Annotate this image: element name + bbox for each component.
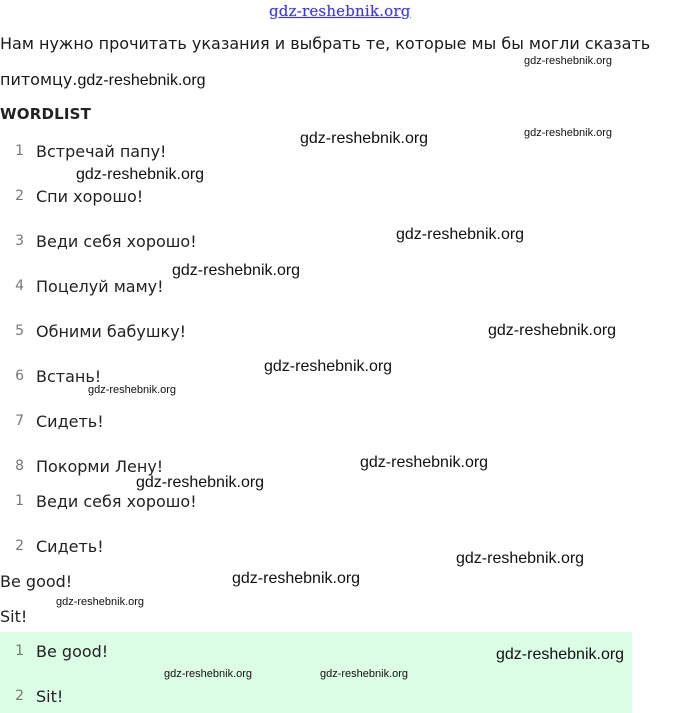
wordlist-item-4: Поцелуй маму! (36, 277, 164, 296)
watermark: gdz-reshebnik.org (88, 384, 177, 396)
selected-item-1-number: 1 (15, 493, 24, 509)
watermark: gdz-reshebnik.org (264, 358, 393, 375)
watermark: gdz-reshebnik.org (164, 668, 253, 680)
wordlist-item-1: Встречай папу! (36, 142, 167, 161)
watermark: gdz-reshebnik.org (496, 646, 625, 663)
watermark: gdz-reshebnik.org (524, 55, 613, 67)
wordlist-item-8-number: 8 (15, 458, 24, 474)
watermark-inline: gdz-reshebnik.org (77, 72, 206, 89)
selected-item-2: Сидеть! (36, 537, 104, 556)
wordlist-item-3-number: 3 (15, 233, 24, 249)
wordlist-item-6-number: 6 (15, 368, 24, 384)
watermark: gdz-reshebnik.org (488, 322, 617, 339)
wordlist-item-3: Веди себя хорошо! (36, 232, 197, 251)
site-header-link[interactable]: gdz-reshebnik.org (269, 2, 411, 20)
selected-item-1: Веди себя хорошо! (36, 492, 197, 511)
watermark: gdz-reshebnik.org (320, 668, 409, 680)
translation-line-2: Sit! (0, 607, 28, 626)
watermark: gdz-reshebnik.org (360, 454, 489, 471)
wordlist-item-5-number: 5 (15, 323, 24, 339)
watermark: gdz-reshebnik.org (300, 130, 429, 147)
intro-text-line-2 (0, 70, 206, 90)
watermark: gdz-reshebnik.org (396, 226, 525, 243)
answer-item-2: Sit! (36, 687, 64, 706)
watermark: gdz-reshebnik.org (56, 596, 145, 608)
wordlist-item-4-number: 4 (15, 278, 24, 294)
wordlist-item-8: Покорми Лену! (36, 457, 164, 476)
watermark: gdz-reshebnik.org (232, 570, 361, 587)
translation-line-1: Be good! (0, 572, 73, 591)
watermark: gdz-reshebnik.org (136, 474, 265, 491)
watermark: gdz-reshebnik.org (76, 166, 205, 183)
wordlist-item-7-number: 7 (15, 413, 24, 429)
wordlist-item-2-number: 2 (15, 188, 24, 204)
wordlist-item-2: Спи хорошо! (36, 187, 144, 206)
intro-text-line-1: Нам нужно прочитать указания и выбрать те, которые мы бы могли сказать (0, 34, 651, 53)
answer-item-1-number: 1 (15, 643, 24, 659)
wordlist-heading: WORDLIST (0, 105, 92, 123)
watermark: gdz-reshebnik.org (524, 127, 613, 139)
wordlist-item-6: Встань! (36, 367, 102, 386)
wordlist-item-1-number: 1 (15, 143, 24, 159)
watermark: gdz-reshebnik.org (456, 550, 585, 567)
intro-text-line-2-text: питомцу. (0, 70, 78, 89)
selected-item-2-number: 2 (15, 538, 24, 554)
answer-item-1: Be good! (36, 642, 109, 661)
wordlist-item-5: Обними бабушку! (36, 322, 187, 341)
wordlist-item-7: Сидеть! (36, 412, 104, 431)
watermark: gdz-reshebnik.org (172, 262, 301, 279)
answer-item-2-number: 2 (15, 688, 24, 704)
